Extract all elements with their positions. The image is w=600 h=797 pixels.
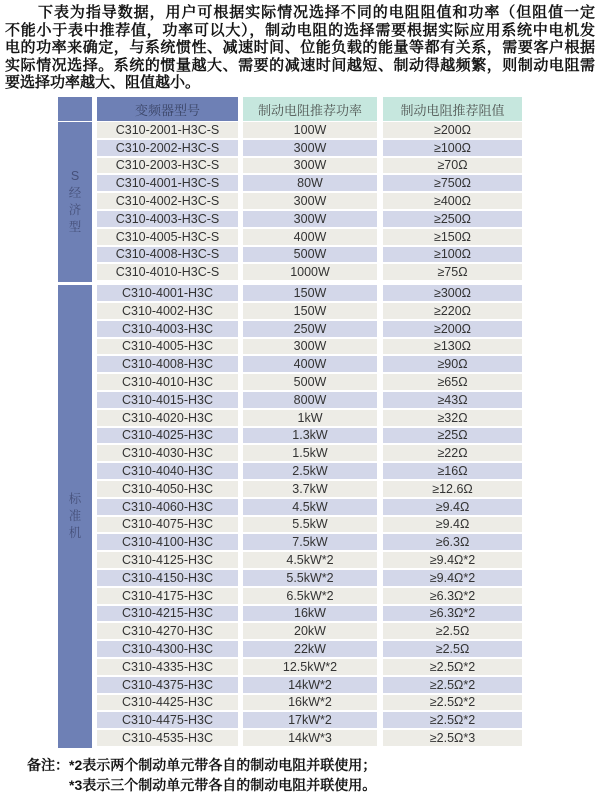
resistance-cell: ≥25Ω bbox=[383, 428, 522, 444]
model-cell: C310-4025-H3C bbox=[97, 428, 238, 444]
table-row bbox=[97, 175, 522, 193]
footnotes bbox=[27, 755, 376, 795]
resistance-cell: ≥2.5Ω*3 bbox=[383, 730, 522, 746]
model-cell: C310-4270-H3C bbox=[97, 623, 238, 639]
model-cell: C310-4150-H3C bbox=[97, 570, 238, 586]
resistance-cell: ≥2.5Ω*2 bbox=[383, 659, 522, 675]
model-cell: C310-4100-H3C bbox=[97, 534, 238, 550]
power-cell: 150W bbox=[243, 285, 377, 301]
power-cell: 1kW bbox=[243, 410, 377, 426]
power-cell: 150W bbox=[243, 303, 377, 319]
table-row bbox=[97, 356, 522, 374]
intro-line: 下表为指导数据，用户可根据实际情况选择不同的电阻阻值和功率（但阻值一定 bbox=[38, 4, 595, 21]
group-label-char: 机 bbox=[68, 526, 82, 541]
model-cell: C310-4003-H3C bbox=[97, 321, 238, 337]
table-row bbox=[97, 193, 522, 211]
table-row bbox=[97, 695, 522, 713]
resistance-cell: ≥6.3Ω*2 bbox=[383, 606, 522, 622]
footnote-line: *2表示两个制动单元带各自的制动电阻并联使用； bbox=[69, 757, 377, 773]
group-label-char: 经 bbox=[68, 186, 82, 201]
model-cell: C310-4475-H3C bbox=[97, 712, 238, 728]
power-cell: 1.3kW bbox=[243, 428, 377, 444]
table-body bbox=[58, 122, 522, 748]
intro-line: 要选择功率越大、阻值越小。 bbox=[5, 74, 201, 91]
table-row bbox=[97, 247, 522, 265]
power-cell: 5.5kW bbox=[243, 517, 377, 533]
group-label-char: 济 bbox=[68, 203, 82, 218]
model-cell: C310-4010-H3C-S bbox=[97, 264, 238, 280]
resistance-cell: ≥70Ω bbox=[383, 158, 522, 174]
model-cell: C310-4002-H3C-S bbox=[97, 193, 238, 209]
power-cell: 400W bbox=[243, 229, 377, 245]
table-row bbox=[97, 374, 522, 392]
model-cell: C310-4030-H3C bbox=[97, 445, 238, 461]
model-cell: C310-4125-H3C bbox=[97, 552, 238, 568]
power-cell: 4.5kW bbox=[243, 499, 377, 515]
model-cell: C310-4020-H3C bbox=[97, 410, 238, 426]
table-row bbox=[97, 229, 522, 247]
power-cell: 1000W bbox=[243, 264, 377, 280]
table-row bbox=[97, 428, 522, 446]
table-row bbox=[97, 410, 522, 428]
table-row bbox=[97, 481, 522, 499]
power-cell: 300W bbox=[243, 193, 377, 209]
table-corner-cell bbox=[58, 97, 92, 121]
power-cell: 100W bbox=[243, 122, 377, 138]
footnote-lines bbox=[69, 755, 376, 795]
model-cell: C310-4175-H3C bbox=[97, 588, 238, 604]
intro-line: 电的功率来确定，与系统惯性、减速时间、位能负载的能量等都有关系，需要客户根据 bbox=[5, 39, 595, 56]
resistance-cell: ≥2.5Ω bbox=[383, 641, 522, 657]
model-cell: C310-4300-H3C bbox=[97, 641, 238, 657]
column-header-resistance: 制动电阻推荐阻值 bbox=[383, 97, 522, 121]
power-cell: 22kW bbox=[243, 641, 377, 657]
resistance-cell: ≥75Ω bbox=[383, 264, 522, 280]
model-cell: C310-4001-H3C bbox=[97, 285, 238, 301]
table-row bbox=[97, 158, 522, 176]
resistance-cell: ≥22Ω bbox=[383, 445, 522, 461]
intro-line: 不能小于表中推荐值，功率可以大），制动电阻的选择需要根据实际应用系统中电机发 bbox=[5, 21, 595, 39]
power-cell: 400W bbox=[243, 356, 377, 372]
power-cell: 300W bbox=[243, 339, 377, 355]
table-row bbox=[97, 463, 522, 481]
table-row bbox=[97, 570, 522, 588]
table-row bbox=[97, 339, 522, 357]
resistance-cell: ≥2.5Ω bbox=[383, 623, 522, 639]
resistance-cell: ≥90Ω bbox=[383, 356, 522, 372]
resistance-cell: ≥43Ω bbox=[383, 392, 522, 408]
group-rows bbox=[97, 122, 522, 282]
table-row bbox=[97, 321, 522, 339]
power-cell: 16kW*2 bbox=[243, 695, 377, 711]
power-cell: 7.5kW bbox=[243, 534, 377, 550]
power-cell: 5.5kW*2 bbox=[243, 570, 377, 586]
model-cell: C310-4015-H3C bbox=[97, 392, 238, 408]
group-rows bbox=[97, 285, 522, 748]
table-group bbox=[58, 122, 522, 282]
resistance-cell: ≥2.5Ω*2 bbox=[383, 712, 522, 728]
power-cell: 80W bbox=[243, 175, 377, 191]
model-cell: C310-4040-H3C bbox=[97, 463, 238, 479]
power-cell: 3.7kW bbox=[243, 481, 377, 497]
table-row bbox=[97, 623, 522, 641]
resistance-cell: ≥300Ω bbox=[383, 285, 522, 301]
table-row bbox=[97, 445, 522, 463]
table-row bbox=[97, 534, 522, 552]
table-row bbox=[97, 285, 522, 303]
model-cell: C310-4535-H3C bbox=[97, 730, 238, 746]
model-cell: C310-4003-H3C-S bbox=[97, 211, 238, 227]
model-cell: C310-4008-H3C-S bbox=[97, 247, 238, 263]
resistance-cell: ≥220Ω bbox=[383, 303, 522, 319]
model-cell: C310-4060-H3C bbox=[97, 499, 238, 515]
resistance-cell: ≥9.4Ω*2 bbox=[383, 552, 522, 568]
power-cell: 500W bbox=[243, 374, 377, 390]
model-cell: C310-4005-H3C-S bbox=[97, 229, 238, 245]
group-label bbox=[58, 285, 92, 748]
resistance-cell: ≥100Ω bbox=[383, 140, 522, 156]
resistance-cell: ≥200Ω bbox=[383, 122, 522, 138]
model-cell: C310-4002-H3C bbox=[97, 303, 238, 319]
power-cell: 4.5kW*2 bbox=[243, 552, 377, 568]
resistance-cell: ≥150Ω bbox=[383, 229, 522, 245]
table-row bbox=[97, 122, 522, 140]
power-cell: 800W bbox=[243, 392, 377, 408]
resistance-cell: ≥100Ω bbox=[383, 247, 522, 263]
power-cell: 300W bbox=[243, 158, 377, 174]
group-label-char: 准 bbox=[68, 509, 82, 524]
table-row bbox=[97, 659, 522, 677]
model-cell: C310-2003-H3C-S bbox=[97, 158, 238, 174]
table-row bbox=[97, 499, 522, 517]
table-group bbox=[58, 285, 522, 748]
table-row bbox=[97, 211, 522, 229]
model-cell: C310-4335-H3C bbox=[97, 659, 238, 675]
model-cell: C310-4075-H3C bbox=[97, 517, 238, 533]
model-cell: C310-4008-H3C bbox=[97, 356, 238, 372]
table-row bbox=[97, 264, 522, 282]
group-label-char: 型 bbox=[68, 220, 82, 235]
resistance-cell: ≥200Ω bbox=[383, 321, 522, 337]
resistance-cell: ≥65Ω bbox=[383, 374, 522, 390]
group-label bbox=[58, 122, 92, 282]
footnote-line: *3表示三个制动单元带各自的制动电阻并联使用。 bbox=[69, 777, 377, 793]
table-row bbox=[97, 606, 522, 624]
table-row bbox=[97, 641, 522, 659]
power-cell: 500W bbox=[243, 247, 377, 263]
group-label-char: S bbox=[70, 169, 80, 184]
resistance-cell: ≥6.3Ω*2 bbox=[383, 588, 522, 604]
resistance-cell: ≥9.4Ω bbox=[383, 517, 522, 533]
table-row bbox=[97, 552, 522, 570]
resistance-cell: ≥2.5Ω*2 bbox=[383, 695, 522, 711]
power-cell: 300W bbox=[243, 140, 377, 156]
power-cell: 17kW*2 bbox=[243, 712, 377, 728]
power-cell: 20kW bbox=[243, 623, 377, 639]
table-row bbox=[97, 730, 522, 748]
power-cell: 300W bbox=[243, 211, 377, 227]
power-cell: 14kW*2 bbox=[243, 677, 377, 693]
model-cell: C310-2001-H3C-S bbox=[97, 122, 238, 138]
resistance-cell: ≥6.3Ω bbox=[383, 534, 522, 550]
power-cell: 6.5kW*2 bbox=[243, 588, 377, 604]
intro-paragraph bbox=[5, 4, 595, 92]
resistance-cell: ≥9.4Ω*2 bbox=[383, 570, 522, 586]
resistance-cell: ≥9.4Ω bbox=[383, 499, 522, 515]
model-cell: C310-4001-H3C-S bbox=[97, 175, 238, 191]
model-cell: C310-2002-H3C-S bbox=[97, 140, 238, 156]
table-header-row bbox=[58, 97, 522, 121]
model-cell: C310-4215-H3C bbox=[97, 606, 238, 622]
power-cell: 250W bbox=[243, 321, 377, 337]
power-cell: 2.5kW bbox=[243, 463, 377, 479]
table-row bbox=[97, 588, 522, 606]
model-cell: C310-4425-H3C bbox=[97, 695, 238, 711]
resistance-cell: ≥400Ω bbox=[383, 193, 522, 209]
power-cell: 12.5kW*2 bbox=[243, 659, 377, 675]
intro-line: 实际情况选择。系统的惯量越大、需要的减速时间越短、制动得越频繁，则制动电阻需 bbox=[5, 56, 595, 74]
power-cell: 16kW bbox=[243, 606, 377, 622]
table-row bbox=[97, 712, 522, 730]
power-cell: 1.5kW bbox=[243, 445, 377, 461]
resistance-cell: ≥16Ω bbox=[383, 463, 522, 479]
table-row bbox=[97, 140, 522, 158]
table-row bbox=[97, 392, 522, 410]
resistance-cell: ≥2.5Ω*2 bbox=[383, 677, 522, 693]
model-cell: C310-4375-H3C bbox=[97, 677, 238, 693]
column-header-model: 变频器型号 bbox=[97, 97, 238, 121]
resistance-cell: ≥250Ω bbox=[383, 211, 522, 227]
power-cell: 14kW*3 bbox=[243, 730, 377, 746]
braking-resistor-table bbox=[58, 97, 522, 748]
model-cell: C310-4010-H3C bbox=[97, 374, 238, 390]
table-row bbox=[97, 517, 522, 535]
resistance-cell: ≥12.6Ω bbox=[383, 481, 522, 497]
table-row bbox=[97, 303, 522, 321]
resistance-cell: ≥130Ω bbox=[383, 339, 522, 355]
group-label-char: 标 bbox=[68, 492, 82, 507]
model-cell: C310-4050-H3C bbox=[97, 481, 238, 497]
resistance-cell: ≥750Ω bbox=[383, 175, 522, 191]
table-row bbox=[97, 677, 522, 695]
column-header-power: 制动电阻推荐功率 bbox=[243, 97, 377, 121]
footnote-prefix: 备注： bbox=[27, 757, 69, 773]
model-cell: C310-4005-H3C bbox=[97, 339, 238, 355]
resistance-cell: ≥32Ω bbox=[383, 410, 522, 426]
